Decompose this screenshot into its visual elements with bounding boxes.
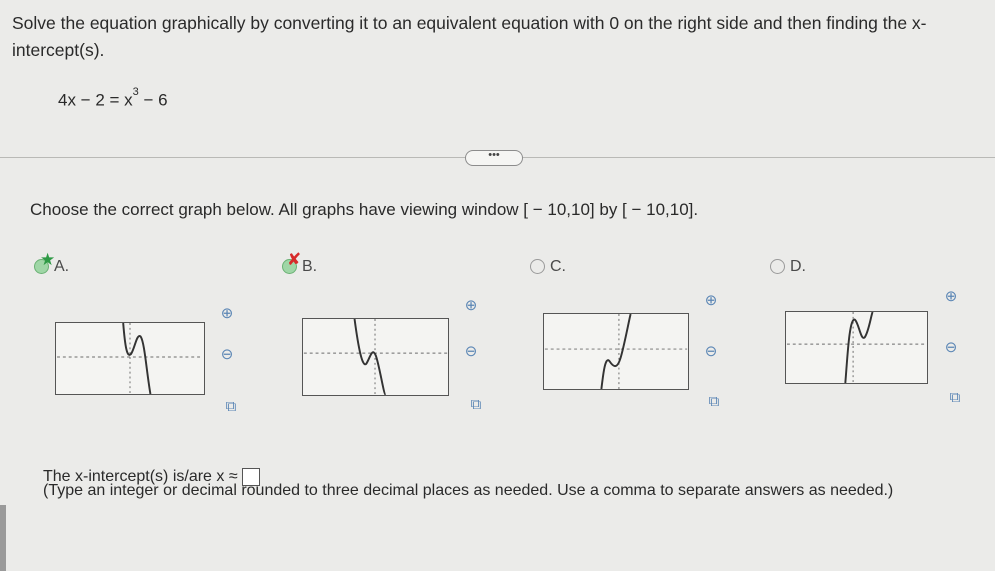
expand-graph-icon[interactable]: ⧉ (225, 398, 237, 415)
option-c[interactable] (530, 258, 566, 276)
more-button[interactable]: ••• (465, 150, 523, 166)
graph-d-plot (786, 312, 927, 383)
graph-a-plot (56, 323, 204, 394)
zoom-out-icon[interactable]: ⊖ (464, 343, 478, 360)
question-prompt: Solve the equation graphically by converting it to an equivalent equation with 0 on the right side and then finding the x-intercept(s). (12, 13, 927, 60)
zoom-out-icon[interactable]: ⊖ (220, 346, 234, 363)
graph-b (302, 318, 449, 396)
option-b-label: B. (302, 258, 318, 275)
answer-help-text: (Type an integer or decimal rounded to three decimal places as needed. Use a comma to separate answers as needed.) (43, 482, 894, 499)
instruction-text: Choose the correct graph below. All graphs have viewing window [ − 10,10] by [ − 10,10]. (30, 200, 699, 219)
wrong-x-icon: ✘ (287, 250, 302, 269)
option-a-label: A. (54, 258, 70, 275)
expand-graph-icon[interactable]: ⧉ (470, 396, 482, 413)
equation (58, 86, 168, 111)
left-scroll-indicator (0, 505, 6, 571)
option-c-radio[interactable] (530, 259, 545, 274)
answer-label: The x-intercept(s) is/are x ≈ (43, 468, 238, 486)
zoom-in-icon[interactable]: ⊕ (220, 305, 234, 322)
option-d-radio[interactable] (770, 259, 785, 274)
zoom-in-icon[interactable]: ⊕ (464, 297, 478, 314)
correct-star-icon: ★ (40, 250, 56, 269)
graph-a (55, 322, 205, 395)
zoom-out-icon[interactable]: ⊖ (944, 339, 958, 356)
expand-graph-icon[interactable]: ⧉ (708, 393, 720, 410)
option-c-label: C. (550, 258, 566, 275)
zoom-out-icon[interactable]: ⊖ (704, 343, 718, 360)
equation-exponent: 3 (132, 86, 139, 98)
graph-c (543, 313, 689, 390)
zoom-in-icon[interactable]: ⊕ (704, 292, 718, 309)
zoom-in-icon[interactable]: ⊕ (944, 288, 958, 305)
graph-d (785, 311, 928, 384)
graph-c-plot (544, 314, 688, 389)
graph-b-plot (303, 319, 448, 395)
expand-graph-icon[interactable]: ⧉ (949, 389, 961, 406)
option-d[interactable] (770, 258, 806, 276)
equation-right: − 6 (138, 90, 168, 110)
equation-left: 4x − 2 = x (58, 90, 133, 110)
option-d-label: D. (790, 258, 806, 275)
